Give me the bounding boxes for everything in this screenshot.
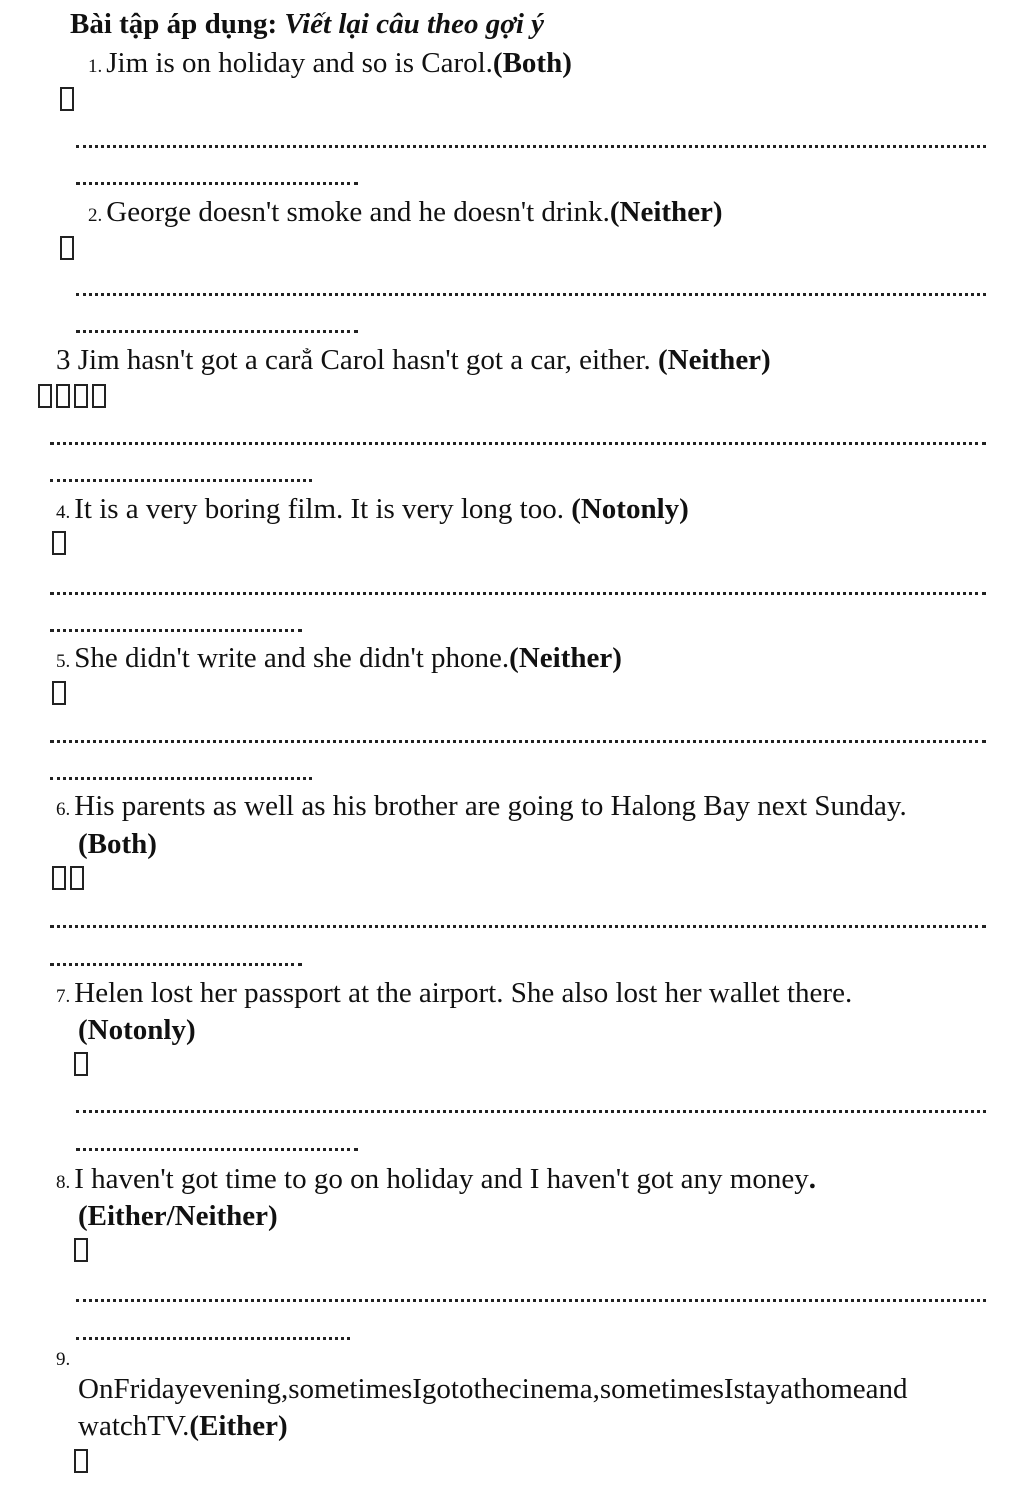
exercise-hint: (Neither) (609, 196, 723, 228)
exercise-number: 4. (56, 502, 71, 523)
answer-line[interactable] (76, 182, 358, 185)
exercise-number: 5. (56, 651, 71, 672)
exercise-hint: (Notonly) (571, 493, 689, 525)
exercise-punct: . (808, 1163, 816, 1195)
exercise-hint: (Neither) (509, 642, 622, 674)
answer-line[interactable] (50, 740, 986, 743)
arrow-symbol-icon (60, 87, 74, 111)
exercise-text: Jim is on holiday and so is Carol. (106, 47, 493, 79)
arrow-symbol-icon (74, 384, 88, 408)
exercise-number: 2. (88, 205, 103, 226)
exercise-3 (56, 344, 771, 377)
exercise-text: Helen lost her passport at the airport. She also lost her wallet there. (74, 977, 853, 1009)
answer-line[interactable] (76, 1148, 358, 1151)
arrow-symbol-icon (70, 866, 84, 890)
exercise-text: George doesn't smoke and he doesn't drink. (106, 196, 610, 228)
exercise-text: She didn't write and she didn't phone. (74, 642, 510, 674)
exercise-text: I haven't got time to go on holiday and I haven't got any money (74, 1163, 809, 1195)
arrow-symbol-icon (52, 681, 66, 705)
arrow-symbol-icon (38, 384, 52, 408)
arrow-symbol-icon (74, 1052, 88, 1076)
exercise-8 (56, 1163, 816, 1196)
exercise-4 (56, 493, 689, 526)
exercise-text: It is a very boring film. It is very long too. (74, 493, 572, 525)
exercise-2 (88, 196, 723, 229)
answer-line[interactable] (76, 1337, 350, 1340)
exercise-5 (56, 642, 622, 675)
answer-line[interactable] (50, 442, 986, 445)
arrow-symbol-icon (92, 384, 106, 408)
exercise-hint: (Either) (189, 1410, 288, 1442)
exercise-text: 3 Jim hasn't got a carẳ Carol hasn't got a car, either. (56, 344, 658, 376)
arrow-symbol-icon (52, 531, 66, 555)
title-bold: Bài tập áp dụng: (70, 8, 285, 40)
title-italic: Viết lại câu theo gợi ý (284, 8, 544, 40)
exercise-hint: (Either/Neither) (78, 1200, 278, 1232)
answer-line[interactable] (50, 479, 312, 482)
exercise-hint: (Both) (492, 47, 572, 79)
exercise-number: 9. (56, 1349, 71, 1370)
arrow-symbol-icon (60, 236, 74, 260)
exercise-9: OnFridayevening,sometimesIgotothecinema,sometimesIstayathomeand (78, 1373, 908, 1405)
exercise-1 (88, 47, 572, 80)
exercise-hint: (Neither) (658, 344, 771, 376)
answer-line[interactable] (50, 592, 986, 595)
exercise-text: His parents as well as his brother are going to Halong Bay next Sunday. (74, 790, 907, 822)
arrow-symbol-icon (56, 384, 70, 408)
exercise-number: 1. (88, 56, 103, 77)
arrow-symbol-icon (74, 1449, 88, 1473)
arrow-symbol-icon (52, 866, 66, 890)
exercise-hint: (Both) (78, 828, 157, 860)
answer-line[interactable] (76, 1110, 986, 1113)
exercise-7 (56, 977, 852, 1010)
answer-line[interactable] (76, 145, 986, 148)
exercise-text: watchTV. (78, 1410, 190, 1442)
answer-line[interactable] (50, 963, 302, 966)
answer-line[interactable] (76, 1299, 986, 1302)
page-title (70, 8, 544, 41)
answer-line[interactable] (76, 293, 986, 296)
answer-line[interactable] (50, 925, 986, 928)
answer-line[interactable] (76, 330, 358, 333)
exercise-number: 7. (56, 986, 71, 1007)
answer-line[interactable] (50, 629, 302, 632)
arrow-symbol-icon (74, 1238, 88, 1262)
exercise-6 (56, 790, 907, 823)
exercise-number: 8. (56, 1172, 71, 1193)
exercise-9-continued (78, 1410, 288, 1443)
answer-line[interactable] (50, 777, 312, 780)
exercise-hint: (Notonly) (78, 1014, 196, 1046)
exercise-number: 6. (56, 799, 71, 820)
